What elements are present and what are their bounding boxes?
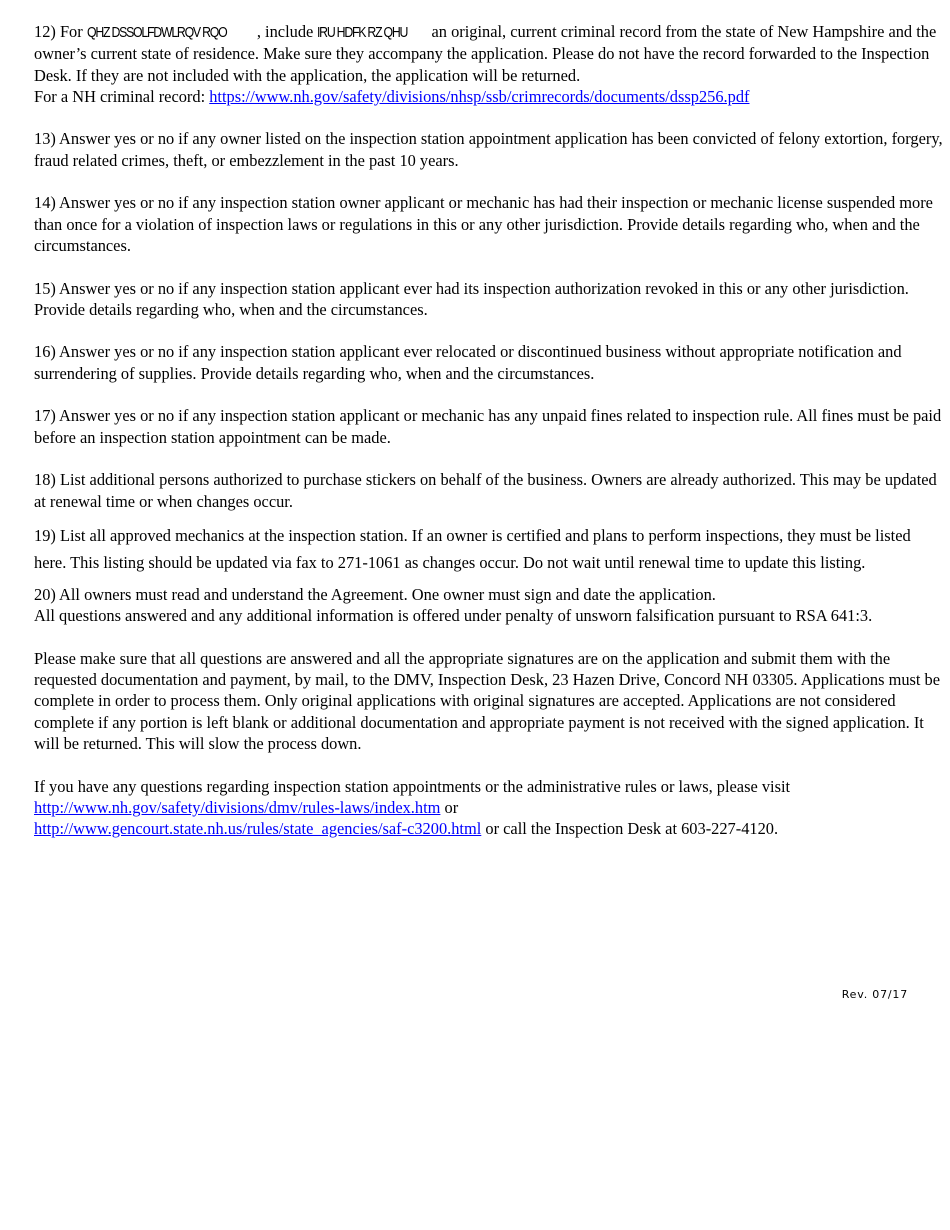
item-20 [34, 584, 946, 627]
questions-intro: If you have any questions regarding inspection station appointments or the administrative rules or laws, please visit [34, 776, 791, 796]
item-12-text-c: an original, current criminal record from the state of New Hampshire and the owner’s current state of residence. Make sure they accompany the application. Please do not have the record forwarded to the Inspection Desk. If they are not included with the application, the application will be returned. [34, 22, 937, 85]
questions-note [34, 776, 946, 840]
submission-note: Please make sure that all questions are answered and all the appropriate signatures are on the application and submit them with the requested documentation and payment, by mail, to the DMV, Inspection Desk, 23 Hazen Drive, Concord NH 03305. Applications must be complete in order to process them. Only original applications with original signatures are accepted. Applications are not considered complete if any portion is left blank or additional documentation and appropriate payment is not received with the signed application. It will be returned. This will slow the process down. [34, 648, 941, 753]
instructions-page [34, 21, 946, 861]
item-19: 19) List all approved mechanics at the inspection station. If an owner is certified and plans to perform inspections, they must be listed here. This listing should be updated via fax to 271-1061 as changes occur. Do not wait until renewal time to update this listing. [34, 525, 911, 572]
questions-tail: or call the Inspection Desk at 603-227-4120. [481, 819, 779, 839]
item-12-record-label: For a NH criminal record: [34, 86, 210, 106]
criminal-record-link[interactable]: https://www.nh.gov/safety/divisions/nhsp/ssb/crimrecords/documents/dssp256.pdf [209, 86, 750, 106]
rules-laws-link[interactable]: http://www.nh.gov/safety/divisions/dmv/rules-laws/index.htm [34, 797, 441, 817]
item-16: 16) Answer yes or no if any inspection station applicant ever relocated or discontinued business without appropriate notification and surrendering of supplies. Provide details regarding who, when and the circumstances. [34, 342, 902, 383]
revision-label: Rev. 07/17 [841, 988, 908, 1001]
item-17: 17) Answer yes or no if any inspection station applicant or mechanic has any unpaid fines related to inspection rule. All fines must be paid before an inspection station appointment can be made. [34, 406, 942, 447]
questions-or: or [440, 797, 459, 817]
item-20-line-2: All questions answered and any additional information is offered under penalty of unsworn falsification pursuant to RSA 641:3. [34, 606, 873, 626]
item-15: 15) Answer yes or no if any inspection station applicant ever had its inspection authorization revoked in this or any other jurisdiction. Provide details regarding who, when and the circumstances. [34, 278, 909, 319]
item-13: 13) Answer yes or no if any owner listed on the inspection station appointment application has been convicted of felony extortion, forgery, fraud related crimes, theft, or embezzlement in the past 10 years. [34, 129, 943, 170]
gencourt-rules-link[interactable]: http://www.gencourt.state.nh.us/rules/state_agencies/saf-c3200.html [34, 819, 482, 839]
item-14: 14) Answer yes or no if any inspection station owner applicant or mechanic has had their inspection or mechanic license suspended more than once for a violation of inspection laws or regulations in this or any other jurisdiction. Provide details regarding who, when and the circumstances. [34, 193, 933, 255]
item-12-text-a: 12) For [34, 22, 87, 41]
item-20-line-1: 20) All owners must read and understand the Agreement. One owner must sign and date the application. [34, 584, 716, 604]
item-12-text-b: , include [256, 22, 318, 41]
item-12 [34, 21, 946, 107]
item-18: 18) List additional persons authorized to purchase stickers on behalf of the business. Owners are already authorized. This may be updated at renewal time or when changes occur. [34, 470, 937, 511]
item-12-garbled-b: IRU HDFK RZ QHU [317, 24, 408, 41]
item-12-garbled-a: QHZ DSSOLFDWLRQV RQO [86, 24, 227, 41]
